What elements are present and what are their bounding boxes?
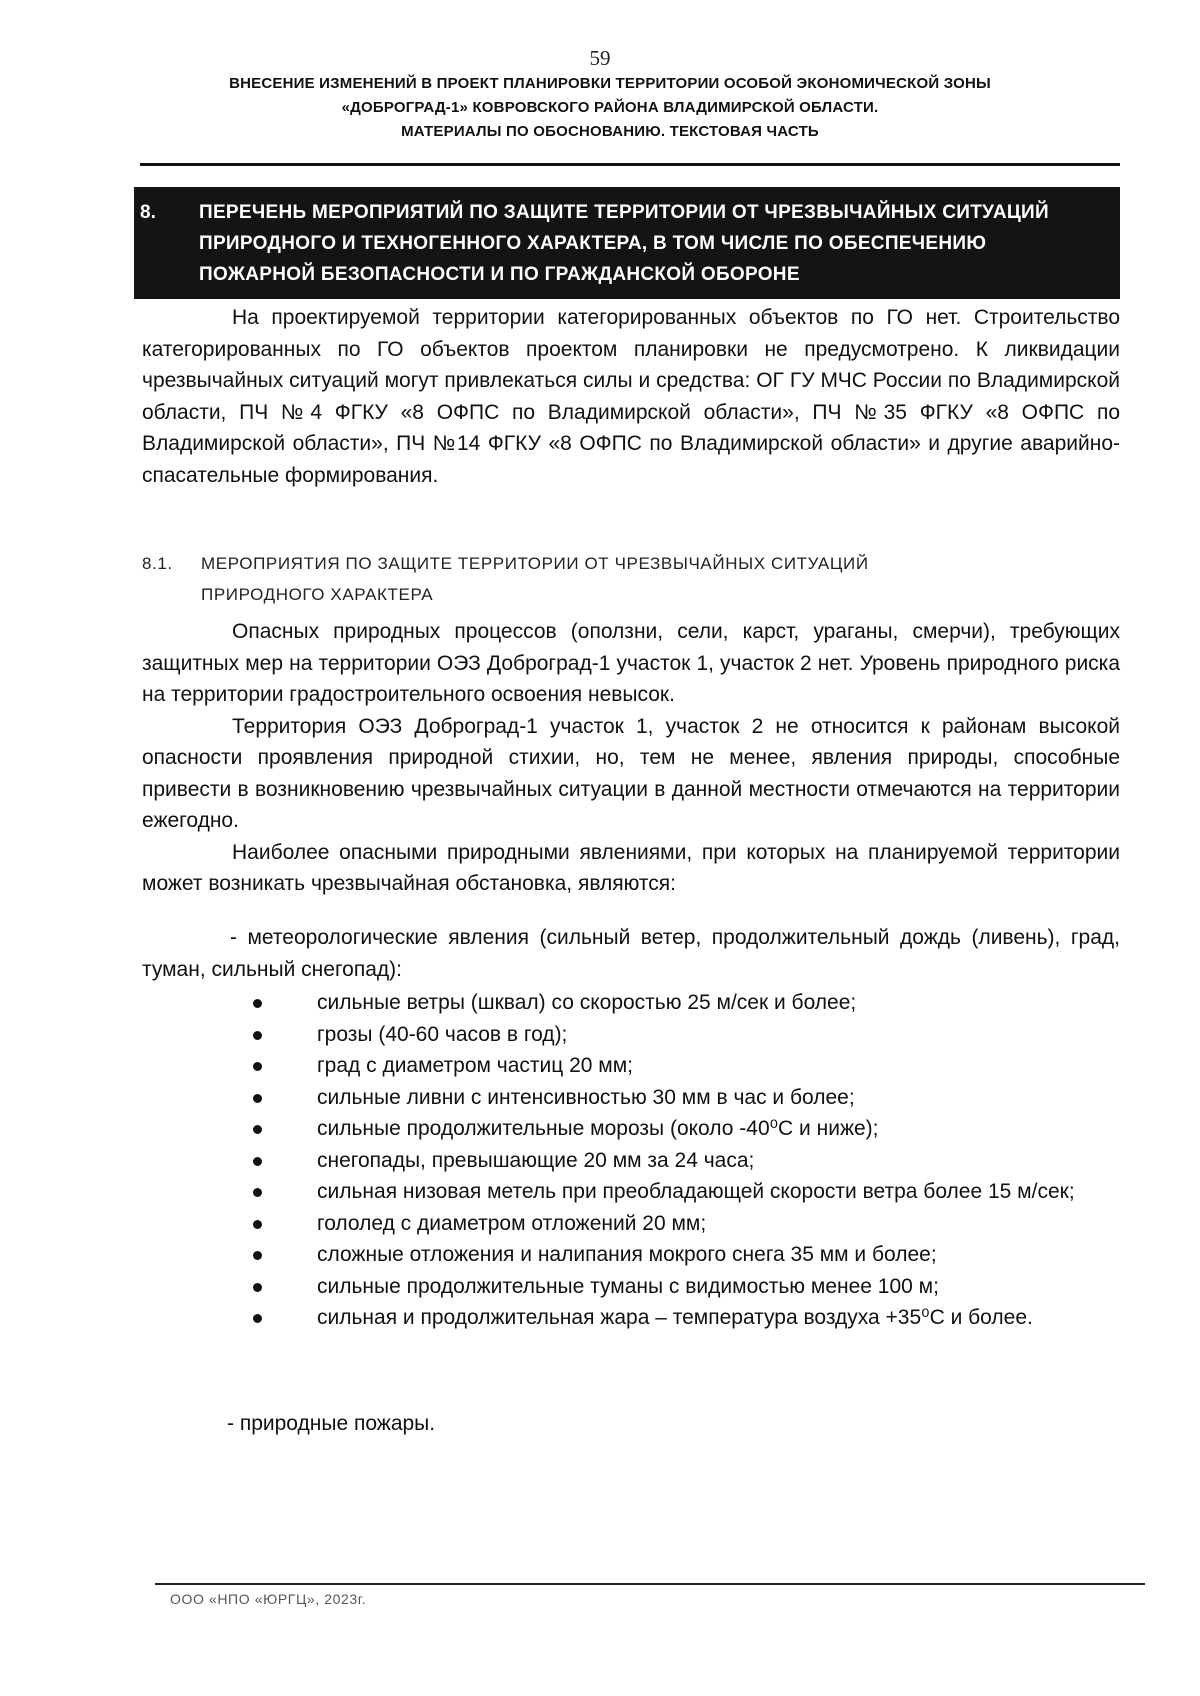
- paragraph: Опасных природных процессов (оползни, сели, карст, ураганы, смерчи), требующих защитных мер на территории ОЭЗ Доброград-1 участок 1, участок 2 нет. Уровень природного риска на территории градостроительного освоения невысок.: [142, 620, 1120, 706]
- header-line-1: ВНЕСЕНИЕ ИЗМЕНЕНИЙ В ПРОЕКТ ПЛАНИРОВКИ ТЕРРИТОРИИ ОСОБОЙ ЭКОНОМИЧЕСКОЙ ЗОНЫ: [229, 75, 991, 92]
- paragraph: Территория ОЭЗ Доброград-1 участок 1, участок 2 не относится к районам высокой опасности проявления природной стихии, но, тем не менее, явления природы, способные привести в возникновению чрезвычайных ситуации в данной местности отмечаются на территории ежегодно.: [142, 714, 1120, 832]
- bullet-icon: [253, 1188, 262, 1197]
- bullet-icon: [253, 1031, 262, 1040]
- subsection-body: [142, 616, 1120, 900]
- subsection-title-line-1: МЕРОПРИЯТИЯ ПО ЗАЩИТЕ ТЕРРИТОРИИ ОТ ЧРЕЗВЫЧАЙНЫХ СИТУАЦИЙ: [201, 554, 869, 573]
- section-title: [199, 197, 1114, 290]
- bullet-icon: [253, 1094, 262, 1103]
- bullet-icon: [253, 1283, 262, 1292]
- subsection-title-line-2: ПРИРОДНОГО ХАРАКТЕРА: [201, 585, 434, 604]
- subsection-number: 8.1.: [142, 554, 173, 573]
- intro-paragraph: На проектируемой территории категорированных объектов по ГО нет. Строительство категорированных по ГО объектов проектом планировки не предусмотрено. К ликвидации чрезвычайных ситуаций могут привлекаться силы и средства: ОГ ГУ МЧС России по Владимирской области, ПЧ №4 ФГКУ «8 ОФПС по Владимирской области», ПЧ №35 ФГКУ «8 ОФПС по Владимирской области», ПЧ №14 ФГКУ «8 ОФПС по Владимирской области» и другие аварийно-спасательные формирования.: [142, 306, 1120, 487]
- document-header: [160, 72, 1060, 144]
- list-lead: [142, 922, 1120, 985]
- hazard-list: [142, 987, 1120, 1334]
- closing-item: - природные пожары.: [227, 1412, 436, 1435]
- bullet-icon: [253, 1220, 262, 1229]
- section-number: 8.: [140, 202, 156, 223]
- section-intro: [142, 302, 1120, 491]
- footer-text: ООО «НПО «ЮРГЦ», 2023г.: [170, 1591, 367, 1607]
- list-item: гололед с диаметром отложений 20 мм;: [142, 1208, 1120, 1240]
- bullet-icon: [253, 1251, 262, 1260]
- section-title-line-1: ПЕРЕЧЕНЬ МЕРОПРИЯТИЙ ПО ЗАЩИТЕ ТЕРРИТОРИИ ОТ ЧРЕЗВЫЧАЙНЫХ СИТУАЦИЙ: [199, 202, 1049, 223]
- bullet-icon: [253, 999, 262, 1008]
- list-item: сильная низовая метель при преобладающей скорости ветра более 15 м/сек;: [142, 1176, 1120, 1208]
- subsection-title: [201, 548, 1081, 610]
- list-item: грозы (40-60 часов в год);: [142, 1019, 1120, 1051]
- list-item: сильные ветры (шквал) со скоростью 25 м/сек и более;: [142, 987, 1120, 1019]
- section-heading-banner: [134, 187, 1120, 299]
- header-line-3: МАТЕРИАЛЫ ПО ОБОСНОВАНИЮ. ТЕКСТОВАЯ ЧАСТЬ: [401, 123, 819, 140]
- section-title-line-3: ПОЖАРНОЙ БЕЗОПАСНОСТИ И ПО ГРАЖДАНСКОЙ ОБОРОНЕ: [199, 264, 800, 285]
- list-item: снегопады, превышающие 20 мм за 24 часа;: [142, 1145, 1120, 1177]
- bullet-icon: [253, 1314, 262, 1323]
- list-item: сложные отложения и налипания мокрого снега 35 мм и более;: [142, 1239, 1120, 1271]
- page-number: 59: [589, 46, 611, 70]
- footer-divider: [155, 1583, 1145, 1585]
- bullet-icon: [253, 1062, 262, 1071]
- list-item: сильные продолжительные морозы (около -40⁰С и ниже);: [142, 1113, 1120, 1145]
- section-title-line-2: ПРИРОДНОГО И ТЕХНОГЕННОГО ХАРАКТЕРА, В ТОМ ЧИСЛЕ ПО ОБЕСПЕЧЕНИЮ: [199, 233, 987, 254]
- header-divider: [140, 163, 1120, 166]
- list-lead-text: - метеорологические явления (сильный ветер, продолжительный дождь (ливень), град, туман, сильный снегопад):: [142, 926, 1120, 981]
- list-item: сильные ливни с интенсивностью 30 мм в час и более;: [142, 1082, 1120, 1114]
- list-item: сильные продолжительные туманы с видимостью менее 100 м;: [142, 1271, 1120, 1303]
- bullet-icon: [253, 1125, 262, 1134]
- bullet-icon: [253, 1157, 262, 1166]
- header-line-2: «ДОБРОГРАД-1» КОВРОВСКОГО РАЙОНА ВЛАДИМИРСКОЙ ОБЛАСТИ.: [341, 99, 879, 116]
- paragraph: Наиболее опасными природными явлениями, при которых на планируемой территории может возникать чрезвычайная обстановка, являются:: [142, 840, 1120, 895]
- list-item: град с диаметром частиц 20 мм;: [142, 1050, 1120, 1082]
- list-item: сильная и продолжительная жара – температура воздуха +35⁰С и более.: [142, 1302, 1120, 1334]
